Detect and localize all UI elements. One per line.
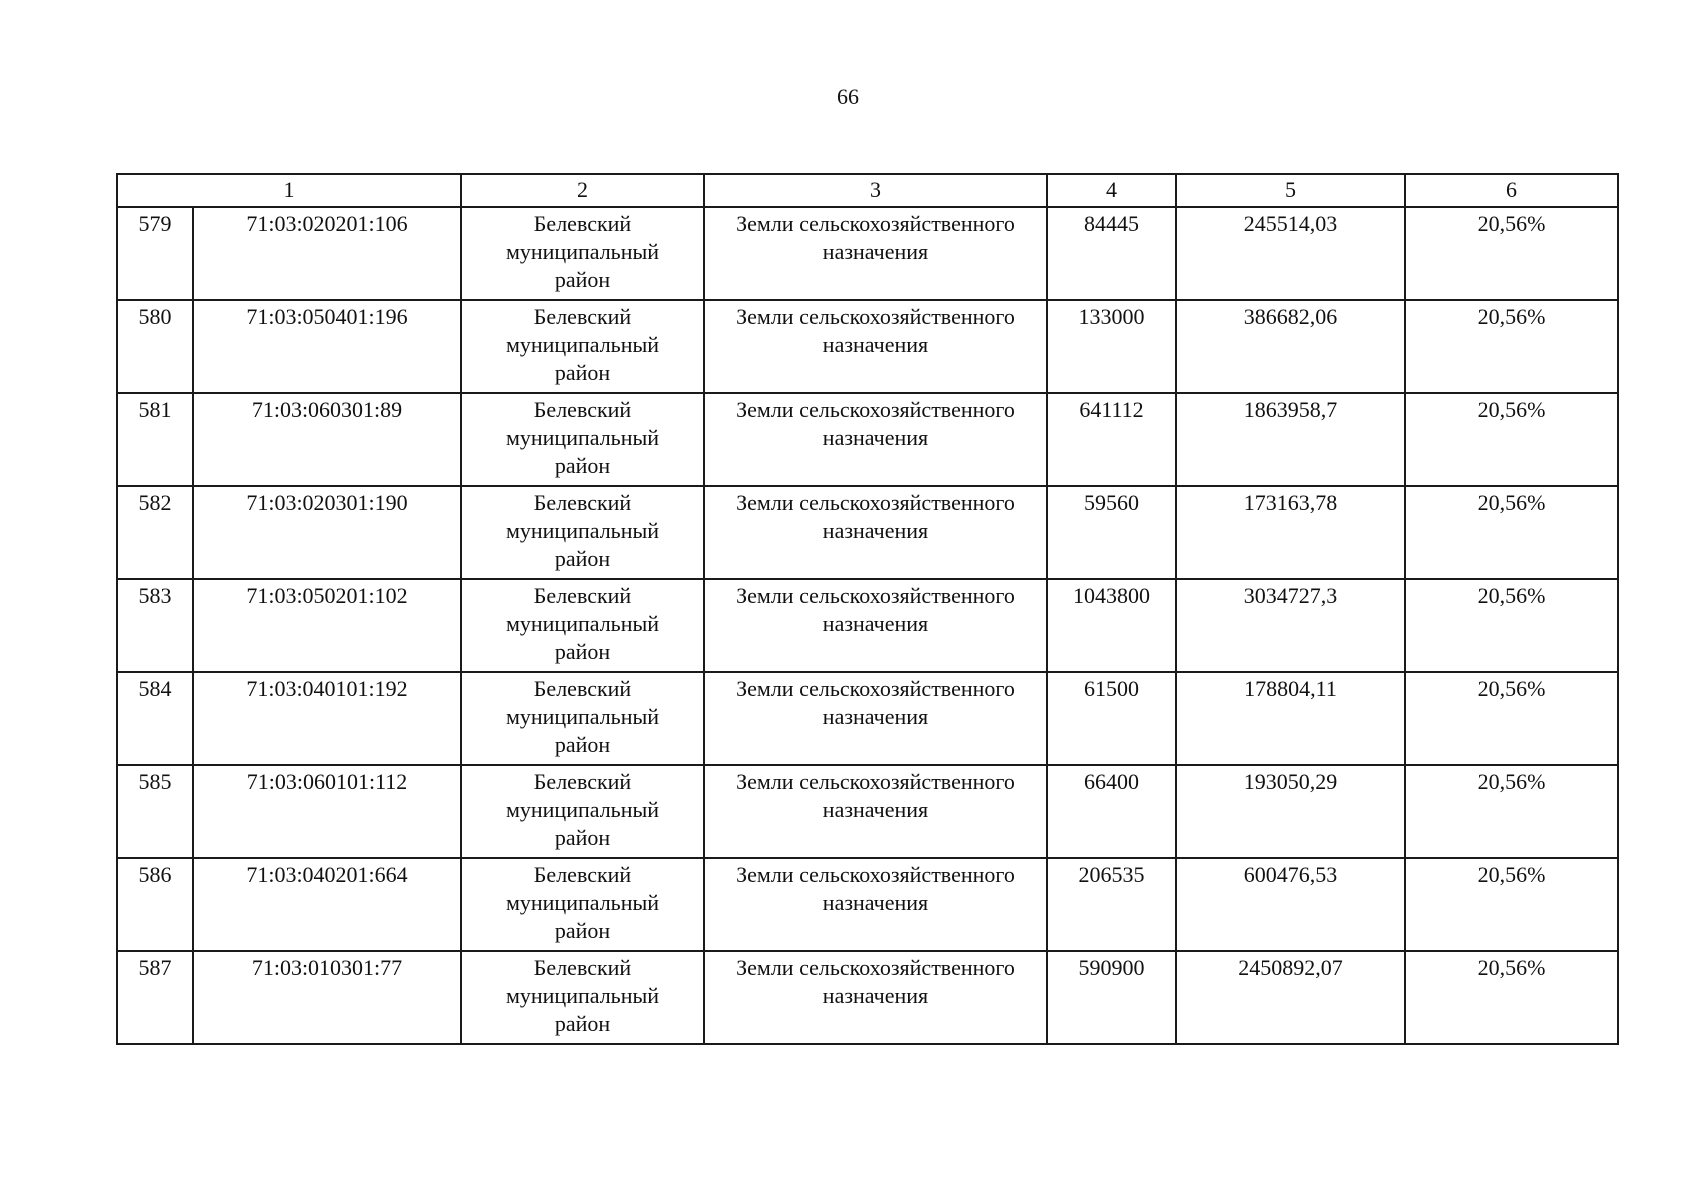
- cadastral-value-cell: 386682,06: [1176, 300, 1405, 393]
- cadastral-value-cell: 173163,78: [1176, 486, 1405, 579]
- rate-cell: 20,56%: [1405, 951, 1618, 1044]
- rate-cell: 20,56%: [1405, 672, 1618, 765]
- land-category-cell-line: Земли сельскохозяйственного: [736, 955, 1015, 980]
- land-category-cell-line: Земли сельскохозяйственного: [736, 397, 1015, 422]
- district-cell-line: муниципальный: [505, 983, 660, 1008]
- district-cell-line: район: [554, 918, 611, 943]
- table-row: [117, 300, 1618, 393]
- district-cell-line: Белевский: [533, 769, 632, 794]
- table-row: [117, 579, 1618, 672]
- cadastral-number-cell: 71:03:020301:190: [193, 486, 461, 579]
- row-number-cell: 587: [117, 951, 193, 1044]
- row-number-cell: 582: [117, 486, 193, 579]
- cadastral-number-cell: 71:03:020201:106: [193, 207, 461, 300]
- land-category-cell-line: назначения: [822, 611, 929, 636]
- cadastral-value-cell: 193050,29: [1176, 765, 1405, 858]
- district-cell-line: Белевский: [533, 211, 632, 236]
- district-cell-line: Белевский: [533, 490, 632, 515]
- land-category-cell-line: назначения: [822, 704, 929, 729]
- table-row: [117, 672, 1618, 765]
- land-category-cell-line: Земли сельскохозяйственного: [736, 676, 1015, 701]
- area-cell: 66400: [1047, 765, 1176, 858]
- cadastral-value-cell: 1863958,7: [1176, 393, 1405, 486]
- cadastral-value-cell: 245514,03: [1176, 207, 1405, 300]
- district-cell-line: район: [554, 267, 611, 292]
- land-category-cell-line: назначения: [822, 797, 929, 822]
- district-cell: [461, 300, 704, 393]
- area-cell: 84445: [1047, 207, 1176, 300]
- land-category-cell: [704, 300, 1047, 393]
- column-header-2: 2: [461, 174, 704, 207]
- rate-cell: 20,56%: [1405, 393, 1618, 486]
- table-row: [117, 393, 1618, 486]
- district-cell-line: муниципальный: [505, 890, 660, 915]
- district-cell-line: Белевский: [533, 955, 632, 980]
- column-header-6: 6: [1405, 174, 1618, 207]
- table-body: [117, 207, 1618, 1044]
- cadastral-number-cell: 71:03:040101:192: [193, 672, 461, 765]
- page-number: 66: [837, 84, 859, 109]
- table-header-row: [117, 174, 1618, 207]
- cadastral-number-cell: 71:03:040201:664: [193, 858, 461, 951]
- district-cell-line: район: [554, 360, 611, 385]
- rate-cell: 20,56%: [1405, 765, 1618, 858]
- row-number-cell: 584: [117, 672, 193, 765]
- land-category-cell-line: назначения: [822, 890, 929, 915]
- row-number-cell: 581: [117, 393, 193, 486]
- cadastral-number-cell: 71:03:050401:196: [193, 300, 461, 393]
- row-number-cell: 585: [117, 765, 193, 858]
- table-row: [117, 207, 1618, 300]
- district-cell: [461, 672, 704, 765]
- land-category-cell: [704, 207, 1047, 300]
- land-category-cell-line: Земли сельскохозяйственного: [736, 769, 1015, 794]
- land-category-cell: [704, 579, 1047, 672]
- land-category-cell-line: назначения: [822, 239, 929, 264]
- land-category-cell-line: назначения: [822, 332, 929, 357]
- district-cell-line: район: [554, 1011, 611, 1036]
- land-category-cell-line: Земли сельскохозяйственного: [736, 583, 1015, 608]
- district-cell-line: Белевский: [533, 676, 632, 701]
- cadastral-value-cell: 2450892,07: [1176, 951, 1405, 1044]
- district-cell: [461, 207, 704, 300]
- district-cell-line: Белевский: [533, 583, 632, 608]
- row-number-cell: 586: [117, 858, 193, 951]
- land-category-cell: [704, 765, 1047, 858]
- land-category-cell-line: Земли сельскохозяйственного: [736, 490, 1015, 515]
- land-category-cell: [704, 393, 1047, 486]
- land-category-cell-line: назначения: [822, 425, 929, 450]
- district-cell: [461, 579, 704, 672]
- land-category-cell-line: назначения: [822, 983, 929, 1008]
- land-plots-table: [116, 173, 1619, 1045]
- district-cell-line: муниципальный: [505, 425, 660, 450]
- rate-cell: 20,56%: [1405, 579, 1618, 672]
- land-category-cell-line: Земли сельскохозяйственного: [736, 211, 1015, 236]
- column-header-3: 3: [704, 174, 1047, 207]
- area-cell: 641112: [1047, 393, 1176, 486]
- district-cell-line: муниципальный: [505, 518, 660, 543]
- cadastral-number-cell: 71:03:060101:112: [193, 765, 461, 858]
- district-cell-line: район: [554, 546, 611, 571]
- district-cell: [461, 393, 704, 486]
- column-header-1: 1: [117, 174, 461, 207]
- cadastral-value-cell: 178804,11: [1176, 672, 1405, 765]
- land-category-cell: [704, 672, 1047, 765]
- area-cell: 61500: [1047, 672, 1176, 765]
- land-category-cell-line: Земли сельскохозяйственного: [736, 304, 1015, 329]
- district-cell-line: муниципальный: [505, 239, 660, 264]
- district-cell-line: Белевский: [533, 304, 632, 329]
- district-cell-line: Белевский: [533, 397, 632, 422]
- district-cell: [461, 951, 704, 1044]
- cadastral-number-cell: 71:03:010301:77: [193, 951, 461, 1044]
- rate-cell: 20,56%: [1405, 486, 1618, 579]
- table-row: [117, 765, 1618, 858]
- district-cell-line: Белевский: [533, 862, 632, 887]
- district-cell-line: муниципальный: [505, 611, 660, 636]
- area-cell: 590900: [1047, 951, 1176, 1044]
- district-cell-line: район: [554, 732, 611, 757]
- cadastral-value-cell: 3034727,3: [1176, 579, 1405, 672]
- area-cell: 206535: [1047, 858, 1176, 951]
- district-cell-line: район: [554, 639, 611, 664]
- district-cell: [461, 486, 704, 579]
- rate-cell: 20,56%: [1405, 300, 1618, 393]
- row-number-cell: 579: [117, 207, 193, 300]
- land-category-cell-line: назначения: [822, 518, 929, 543]
- column-header-5: 5: [1176, 174, 1405, 207]
- row-number-cell: 583: [117, 579, 193, 672]
- district-cell: [461, 765, 704, 858]
- cadastral-number-cell: 71:03:060301:89: [193, 393, 461, 486]
- rate-cell: 20,56%: [1405, 207, 1618, 300]
- rate-cell: 20,56%: [1405, 858, 1618, 951]
- table-row: [117, 951, 1618, 1044]
- district-cell-line: муниципальный: [505, 332, 660, 357]
- district-cell: [461, 858, 704, 951]
- area-cell: 1043800: [1047, 579, 1176, 672]
- column-header-4: 4: [1047, 174, 1176, 207]
- table-row: [117, 486, 1618, 579]
- cadastral-number-cell: 71:03:050201:102: [193, 579, 461, 672]
- area-cell: 59560: [1047, 486, 1176, 579]
- district-cell-line: район: [554, 453, 611, 478]
- district-cell-line: муниципальный: [505, 704, 660, 729]
- row-number-cell: 580: [117, 300, 193, 393]
- land-category-cell: [704, 486, 1047, 579]
- area-cell: 133000: [1047, 300, 1176, 393]
- land-category-cell-line: Земли сельскохозяйственного: [736, 862, 1015, 887]
- cadastral-value-cell: 600476,53: [1176, 858, 1405, 951]
- table-row: [117, 858, 1618, 951]
- land-category-cell: [704, 951, 1047, 1044]
- district-cell-line: муниципальный: [505, 797, 660, 822]
- land-category-cell: [704, 858, 1047, 951]
- district-cell-line: район: [554, 825, 611, 850]
